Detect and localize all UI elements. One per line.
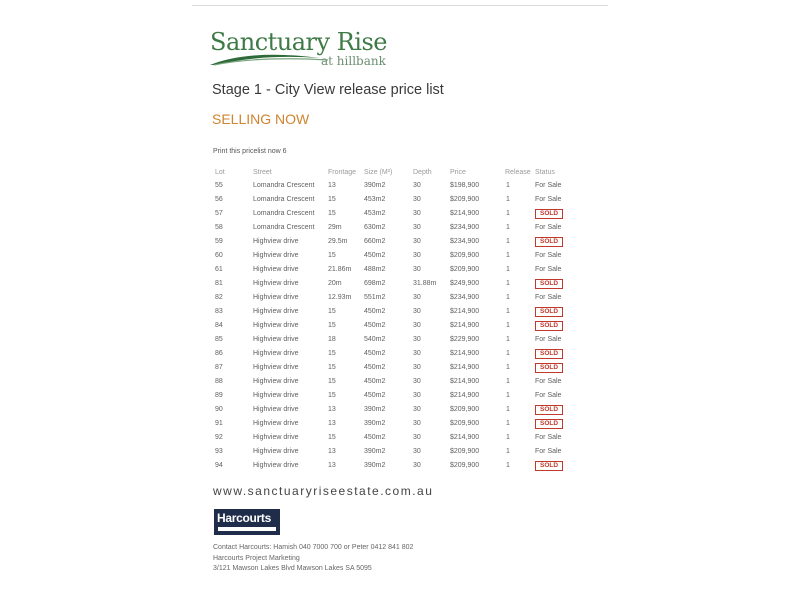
- table-row: [213, 389, 573, 403]
- sold-badge: SOLD: [535, 405, 563, 415]
- cell-price: $229,900: [450, 336, 480, 343]
- cell-lot: 90: [215, 406, 223, 413]
- cell-status: [535, 361, 563, 375]
- cell-lot: 57: [215, 210, 223, 217]
- cell-street: Highview drive: [253, 364, 299, 371]
- cell-release: 1: [506, 462, 510, 469]
- for-sale-label: For Sale: [535, 182, 562, 189]
- cell-street: Highview drive: [253, 336, 299, 343]
- cell-lot: 58: [215, 224, 223, 231]
- cell-frontage: 13: [328, 448, 336, 455]
- header-lot: Lot: [215, 169, 225, 176]
- cell-status: [535, 319, 563, 333]
- cell-release: 1: [506, 308, 510, 315]
- cell-release: 1: [506, 420, 510, 427]
- cell-size: 450m2: [364, 378, 386, 385]
- table-row: [213, 193, 573, 207]
- cell-depth: 30: [413, 308, 421, 315]
- cell-lot: 56: [215, 196, 223, 203]
- cell-lot: 60: [215, 252, 223, 259]
- cell-frontage: 13: [328, 462, 336, 469]
- header-frontage: Frontage: [328, 169, 357, 176]
- cell-frontage: 12.93m: [328, 294, 352, 301]
- contact-line: Contact Harcourts: Hamish 040 7000 700 or Peter 0412 841 802: [213, 544, 414, 551]
- logo-name: Sanctuary Rise: [210, 28, 387, 56]
- cell-size: 450m2: [364, 364, 386, 371]
- table-row: [213, 235, 573, 249]
- cell-depth: 30: [413, 364, 421, 371]
- sold-badge: SOLD: [535, 307, 563, 317]
- cell-status: [535, 459, 563, 473]
- cell-status: [535, 305, 563, 319]
- sanctuary-rise-logo: [210, 28, 387, 70]
- cell-release: 1: [506, 210, 510, 217]
- cell-price: $249,900: [450, 280, 480, 287]
- cell-price: $209,900: [450, 448, 480, 455]
- for-sale-label: For Sale: [535, 392, 562, 399]
- cell-street: Highview drive: [253, 266, 299, 273]
- cell-depth: 30: [413, 210, 421, 217]
- page-title: Stage 1 - City View release price list: [212, 82, 444, 98]
- cell-depth: 30: [413, 294, 421, 301]
- cell-depth: 30: [413, 224, 421, 231]
- cell-status: [535, 375, 561, 389]
- cell-price: $209,900: [450, 462, 480, 469]
- cell-release: 1: [506, 280, 510, 287]
- cell-depth: 30: [413, 336, 421, 343]
- table-row: [213, 263, 573, 277]
- cell-release: 1: [506, 364, 510, 371]
- cell-street: Lomandra Crescent: [253, 224, 315, 231]
- cell-price: $209,900: [450, 252, 480, 259]
- cell-street: Highview drive: [253, 322, 299, 329]
- cell-price: $209,900: [450, 196, 480, 203]
- cell-status: [535, 291, 561, 305]
- cell-lot: 86: [215, 350, 223, 357]
- cell-frontage: 15: [328, 322, 336, 329]
- website-link[interactable]: www.sanctuaryriseestate.com.au: [213, 484, 434, 498]
- cell-street: Highview drive: [253, 406, 299, 413]
- cell-price: $234,900: [450, 294, 480, 301]
- cell-size: 630m2: [364, 224, 386, 231]
- cell-size: 551m2: [364, 294, 386, 301]
- table-row: [213, 249, 573, 263]
- cell-lot: 59: [215, 238, 223, 245]
- cell-status: [535, 333, 561, 347]
- cell-lot: 83: [215, 308, 223, 315]
- table-header-row: [213, 167, 573, 179]
- header-size: Size (M²): [364, 169, 393, 176]
- cell-price: $214,900: [450, 350, 480, 357]
- price-list-table: [213, 167, 573, 473]
- cell-size: 450m2: [364, 308, 386, 315]
- top-divider: [192, 5, 608, 6]
- sold-badge: SOLD: [535, 461, 563, 471]
- cell-release: 1: [506, 378, 510, 385]
- cell-price: $214,900: [450, 308, 480, 315]
- table-row: [213, 277, 573, 291]
- cell-frontage: 15: [328, 434, 336, 441]
- cell-status: [535, 389, 561, 403]
- cell-release: 1: [506, 196, 510, 203]
- for-sale-label: For Sale: [535, 336, 562, 343]
- for-sale-label: For Sale: [535, 252, 562, 259]
- cell-size: 453m2: [364, 196, 386, 203]
- cell-size: 698m2: [364, 280, 386, 287]
- cell-status: [535, 179, 561, 193]
- sold-badge: SOLD: [535, 363, 563, 373]
- cell-release: 1: [506, 406, 510, 413]
- sold-badge: SOLD: [535, 419, 563, 429]
- cell-street: Highview drive: [253, 238, 299, 245]
- cell-frontage: 15: [328, 378, 336, 385]
- table-row: [213, 319, 573, 333]
- cell-price: $214,900: [450, 364, 480, 371]
- cell-frontage: 15: [328, 252, 336, 259]
- cell-release: 1: [506, 252, 510, 259]
- cell-status: [535, 235, 563, 249]
- sold-badge: SOLD: [535, 321, 563, 331]
- header-street: Street: [253, 169, 272, 176]
- sold-badge: SOLD: [535, 349, 563, 359]
- cell-price: $209,900: [450, 420, 480, 427]
- cell-size: 390m2: [364, 462, 386, 469]
- cell-lot: 91: [215, 420, 223, 427]
- cell-depth: 30: [413, 350, 421, 357]
- cell-depth: 30: [413, 238, 421, 245]
- header-depth: Depth: [413, 169, 432, 176]
- cell-status: [535, 263, 561, 277]
- for-sale-label: For Sale: [535, 294, 562, 301]
- cell-release: 1: [506, 448, 510, 455]
- cell-street: Highview drive: [253, 378, 299, 385]
- cell-street: Highview drive: [253, 448, 299, 455]
- table-row: [213, 403, 573, 417]
- cell-price: $209,900: [450, 266, 480, 273]
- header-price: Price: [450, 169, 466, 176]
- cell-size: 488m2: [364, 266, 386, 273]
- table-row: [213, 431, 573, 445]
- cell-release: 1: [506, 322, 510, 329]
- sold-badge: SOLD: [535, 279, 563, 289]
- cell-frontage: 18: [328, 336, 336, 343]
- cell-price: $234,900: [450, 238, 480, 245]
- cell-status: [535, 277, 563, 291]
- cell-lot: 94: [215, 462, 223, 469]
- cell-depth: 30: [413, 448, 421, 455]
- cell-lot: 93: [215, 448, 223, 455]
- cell-lot: 87: [215, 364, 223, 371]
- cell-frontage: 15: [328, 392, 336, 399]
- cell-size: 540m2: [364, 336, 386, 343]
- for-sale-label: For Sale: [535, 196, 562, 203]
- cell-frontage: 15: [328, 210, 336, 217]
- cell-size: 660m2: [364, 238, 386, 245]
- cell-street: Highview drive: [253, 420, 299, 427]
- cell-lot: 84: [215, 322, 223, 329]
- cell-lot: 61: [215, 266, 223, 273]
- cell-release: 1: [506, 336, 510, 343]
- table-row: [213, 417, 573, 431]
- cell-depth: 30: [413, 392, 421, 399]
- cell-lot: 81: [215, 280, 223, 287]
- cell-price: $214,900: [450, 378, 480, 385]
- cell-lot: 55: [215, 182, 223, 189]
- cell-depth: 30: [413, 322, 421, 329]
- cell-street: Highview drive: [253, 280, 299, 287]
- cell-size: 450m2: [364, 252, 386, 259]
- harcourts-logo-strip: [218, 527, 276, 531]
- print-pricelist-link[interactable]: Print this pricelist now 6: [213, 148, 287, 155]
- cell-lot: 92: [215, 434, 223, 441]
- cell-status: [535, 417, 563, 431]
- for-sale-label: For Sale: [535, 378, 562, 385]
- cell-depth: 30: [413, 434, 421, 441]
- for-sale-label: For Sale: [535, 448, 562, 455]
- cell-frontage: 15: [328, 196, 336, 203]
- cell-price: $234,900: [450, 224, 480, 231]
- table-row: [213, 221, 573, 235]
- cell-frontage: 13: [328, 420, 336, 427]
- sold-badge: SOLD: [535, 237, 563, 247]
- cell-price: $214,900: [450, 322, 480, 329]
- cell-street: Highview drive: [253, 308, 299, 315]
- cell-size: 390m2: [364, 420, 386, 427]
- cell-frontage: 13: [328, 182, 336, 189]
- cell-price: $198,900: [450, 182, 480, 189]
- cell-status: [535, 445, 561, 459]
- table-body: [213, 179, 573, 473]
- cell-release: 1: [506, 224, 510, 231]
- table-row: [213, 291, 573, 305]
- cell-frontage: 21.86m: [328, 266, 352, 273]
- cell-price: $214,900: [450, 434, 480, 441]
- cell-release: 1: [506, 266, 510, 273]
- table-row: [213, 305, 573, 319]
- cell-price: $214,900: [450, 392, 480, 399]
- cell-frontage: 29m: [328, 224, 342, 231]
- cell-street: Highview drive: [253, 252, 299, 259]
- cell-price: $209,900: [450, 406, 480, 413]
- cell-depth: 30: [413, 462, 421, 469]
- contact-block: [213, 543, 413, 575]
- table-row: [213, 375, 573, 389]
- cell-frontage: 15: [328, 308, 336, 315]
- cell-size: 450m2: [364, 350, 386, 357]
- cell-size: 390m2: [364, 406, 386, 413]
- cell-status: [535, 207, 563, 221]
- cell-status: [535, 347, 563, 361]
- cell-depth: 30: [413, 196, 421, 203]
- cell-lot: 85: [215, 336, 223, 343]
- header-status: Status: [535, 169, 555, 176]
- cell-street: Highview drive: [253, 392, 299, 399]
- harcourts-logo: [214, 509, 280, 535]
- for-sale-label: For Sale: [535, 266, 562, 273]
- cell-release: 1: [506, 434, 510, 441]
- cell-frontage: 15: [328, 364, 336, 371]
- cell-size: 453m2: [364, 210, 386, 217]
- contact-line: 3/121 Mawson Lakes Blvd Mawson Lakes SA 5095: [213, 565, 372, 572]
- for-sale-label: For Sale: [535, 224, 562, 231]
- table-row: [213, 179, 573, 193]
- table-row: [213, 347, 573, 361]
- cell-status: [535, 221, 561, 235]
- cell-street: Highview drive: [253, 294, 299, 301]
- cell-street: Lomandra Crescent: [253, 196, 315, 203]
- cell-depth: 30: [413, 378, 421, 385]
- cell-status: [535, 403, 563, 417]
- cell-frontage: 29.5m: [328, 238, 348, 245]
- cell-frontage: 20m: [328, 280, 342, 287]
- contact-line: Harcourts Project Marketing: [213, 554, 300, 562]
- cell-release: 1: [506, 350, 510, 357]
- cell-size: 450m2: [364, 434, 386, 441]
- cell-lot: 82: [215, 294, 223, 301]
- selling-now-label: SELLING NOW: [212, 111, 310, 127]
- table-row: [213, 333, 573, 347]
- harcourts-logo-text: Harcourts: [217, 511, 271, 525]
- cell-depth: 30: [413, 420, 421, 427]
- cell-depth: 30: [413, 406, 421, 413]
- table-row: [213, 445, 573, 459]
- table-row: [213, 459, 573, 473]
- cell-size: 390m2: [364, 448, 386, 455]
- sold-badge: SOLD: [535, 209, 563, 219]
- cell-street: Lomandra Crescent: [253, 210, 315, 217]
- cell-depth: 30: [413, 182, 421, 189]
- cell-lot: 89: [215, 392, 223, 399]
- cell-release: 1: [506, 182, 510, 189]
- cell-depth: 31.88m: [413, 280, 437, 287]
- logo-subtitle: at hillbank: [321, 54, 386, 68]
- cell-depth: 30: [413, 252, 421, 259]
- cell-status: [535, 431, 561, 445]
- cell-size: 390m2: [364, 182, 386, 189]
- cell-frontage: 15: [328, 350, 336, 357]
- cell-frontage: 13: [328, 406, 336, 413]
- for-sale-label: For Sale: [535, 434, 562, 441]
- cell-street: Lomandra Crescent: [253, 182, 315, 189]
- cell-size: 450m2: [364, 392, 386, 399]
- cell-release: 1: [506, 294, 510, 301]
- cell-depth: 30: [413, 266, 421, 273]
- table-row: [213, 361, 573, 375]
- cell-release: 1: [506, 392, 510, 399]
- cell-price: $214,900: [450, 210, 480, 217]
- cell-status: [535, 249, 561, 263]
- cell-status: [535, 193, 561, 207]
- header-release: Release: [505, 169, 531, 176]
- cell-street: Highview drive: [253, 434, 299, 441]
- cell-lot: 88: [215, 378, 223, 385]
- cell-street: Highview drive: [253, 350, 299, 357]
- cell-release: 1: [506, 238, 510, 245]
- cell-size: 450m2: [364, 322, 386, 329]
- cell-street: Highview drive: [253, 462, 299, 469]
- table-row: [213, 207, 573, 221]
